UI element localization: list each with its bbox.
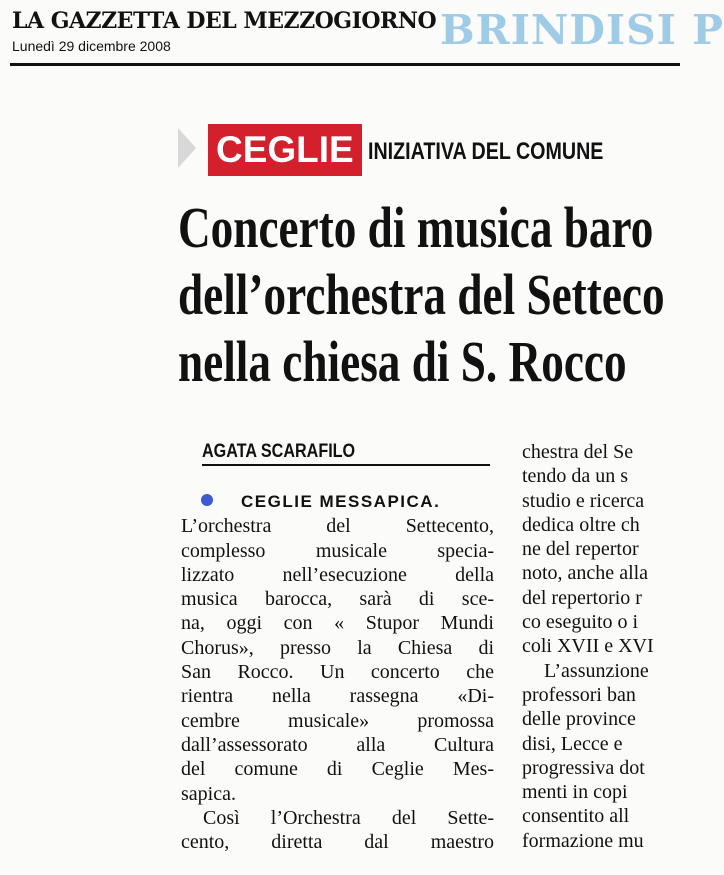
text-line: del comune di Ceglie Mes- — [181, 758, 494, 781]
bullet-dot-icon — [201, 494, 213, 506]
masthead-rule — [10, 63, 680, 66]
article-column-1 — [181, 489, 494, 854]
headline-line: Concerto di musica baro — [178, 195, 654, 260]
text-line: disi, Lecce e — [522, 732, 623, 755]
text-line: San Rocco. Un concerto che — [181, 661, 494, 684]
arrow-marker-icon — [178, 128, 196, 168]
newspaper-name: LA GAZZETTA DEL MEZZOGIORNO — [12, 8, 437, 34]
text-line: cembre musicale» promossa — [181, 709, 494, 732]
publication-date: Lunedì 29 dicembre 2008 — [12, 38, 171, 54]
headline-line: dell’orchestra del Setteco — [178, 262, 665, 327]
kicker-text: INIZIATIVA DEL COMUNE — [368, 138, 604, 165]
text-line: L’assunzione — [544, 659, 649, 682]
location-tag: CEGLIE — [208, 124, 362, 176]
text-line: noto, anche alla — [522, 562, 649, 585]
text-line: Chorus», presso la Chiesa di — [181, 636, 494, 659]
text-line: complesso musicale specia- — [181, 539, 494, 562]
section-title: BRINDISI P — [440, 6, 724, 54]
dateline: CEGLIE MESSAPICA. — [241, 492, 441, 511]
text-line: rientra nella rassegna «Di- — [181, 685, 494, 708]
byline: AGATA SCARAFILO — [202, 441, 356, 462]
masthead — [0, 0, 724, 70]
text-line: formazione mu — [522, 829, 644, 852]
byline-rule — [202, 464, 490, 466]
text-line: delle province — [522, 708, 636, 731]
text-line: lizzato nell’esecuzione della — [181, 563, 494, 586]
text-line: L’orchestra del Settecento, — [181, 515, 494, 538]
text-line: musica barocca, sarà di sce- — [181, 588, 494, 611]
article-column-2 — [522, 440, 682, 853]
text-line: del repertorio r — [522, 586, 642, 609]
text-line: professori ban — [522, 683, 636, 706]
text-line: tendo da un s — [522, 465, 629, 488]
text-line: dedica oltre ch — [522, 513, 640, 536]
text-line: co eseguito o i — [522, 611, 639, 634]
text-line: consentito all — [522, 805, 630, 828]
text-line: cento, diretta dal maestro — [181, 831, 494, 854]
text-line: sapica. — [181, 782, 236, 805]
text-line: coli XVII e XVI — [522, 635, 654, 658]
text-line: menti in copi — [522, 781, 628, 804]
text-line: na, oggi con « Stupor Mundi — [181, 612, 494, 635]
text-line: studio e ricerca — [522, 489, 645, 512]
article-kicker — [178, 124, 678, 176]
dateline-row — [181, 489, 494, 514]
text-line: progressiva dot — [522, 756, 645, 779]
headline-line: nella chiesa di S. Rocco — [178, 329, 627, 394]
headline — [178, 194, 680, 399]
text-line: Così l’Orchestra del Sette- — [203, 806, 494, 829]
text-line: dall’assessorato alla Cultura — [181, 733, 494, 756]
text-line: ne del repertor — [522, 538, 639, 561]
text-line: chestra del Se — [522, 441, 634, 463]
